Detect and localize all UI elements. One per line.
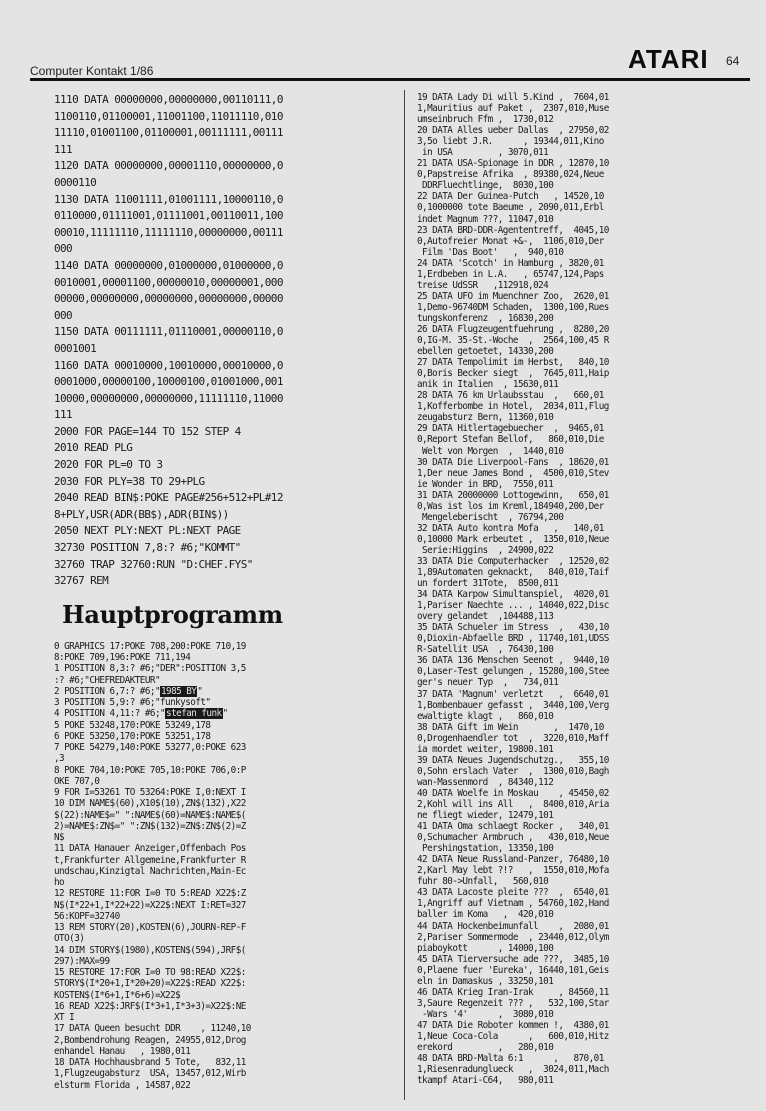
code-line: ia mordet weiter, 19800.101 [417,743,554,755]
code-line: 2,Karl May lebt ?!? , 1550,010,Mofa [417,865,609,877]
code-line: 2010 READ PLG [54,441,133,455]
code-line: 7 POKE 54279,140:POKE 53277,0:POKE 623 [54,742,246,754]
code-line: 0,Was ist los im Kreml,184940,200,Der [417,500,604,512]
magazine-issue: Computer Kontakt 1/86 [30,64,154,78]
code-line: 32767 REM [54,574,109,588]
code-line: 0,Autofreier Monat +&-, 1106,010,Der [417,235,604,247]
code-line: fuhr 80->Unfall, 560,010 [417,876,549,888]
code-line: Pershingstation, 13350,100 [417,843,554,855]
code-line: tkampf Atari-C64, 980,011 [417,1075,554,1087]
code-line: 1110 DATA 00000000,00000000,00110111,0 [54,93,283,106]
code-line: ebellen getoetet, 14330,200 [417,346,554,358]
code-line: 32760 TRAP 32760:RUN "D:CHEF.FYS" [54,557,253,571]
code-line: 0,Schumacher Armbruch , 430,010,Neue [417,832,609,844]
code-line: N$(I*22+1,I*22+22)=X22$:NEXT I:RET=327 [54,899,246,911]
code-line: DDRFluechtlinge, 8030,100 [417,180,554,192]
code-line: 2040 READ BIN$:POKE PAGE#256+512+PL#12 [54,491,283,505]
code-line: 0000110 [54,175,97,189]
code-line: 5 POKE 53248,170:POKE 53249,178 [54,719,211,731]
code-line: 0,Sohn erslach Vater , 1300,010,Bagh [417,765,609,777]
code-line: 45 DATA Tierversuche ade ???, 3485,10 [417,953,609,965]
code-line: 25 DATA UFO im Muenchner Zoo, 2620,01 [417,290,609,302]
code-line: 56:KOPF=32740 [54,910,120,922]
code-line: 1,Der neue James Bond , 4500,010,Stev [417,467,609,479]
code-line: ,3 [54,753,65,765]
section-title: Hauptprogramm [62,599,283,629]
code-line: 38 DATA Gift im Wein , 1470,10 [417,721,604,733]
code-line: 3,5o liebt J.R. , 19344,011,Kino [417,136,604,148]
code-line: 1,Kofferbombe in Hotel, 2034,011,Flug [417,401,609,413]
code-line: 22 DATA Der Guinea-Putch , 14520,10 [417,191,604,203]
code-line: 2)=NAME$:ZN$=" ":ZN$(132)=ZN$:ZN$(2)=Z [54,820,246,832]
code-line: 111 [54,142,73,156]
header-rule [30,78,750,81]
code-line: 15 RESTORE 17:FOR I=0 TO 98:READ X22$: [54,967,246,979]
code-line: 1,Flugzeugabsturz USA, 13457,012,Wirb [54,1068,246,1080]
left-column [54,92,394,1092]
code-line: 1,Neue Coca-Cola , 600,010,Hitz [417,1030,609,1042]
code-line: 3,Saure Regenzeit ??? , 532,100,Star [417,997,609,1009]
code-line: 1,Demo-96740DM Schaden, 1300,100,Rues [417,301,609,313]
page-header [26,38,746,78]
code-line: STORY$(I*20+1,I*20+20)=X22$:READ X22$: [54,978,246,990]
code-line: 3 POSITION 5,9:? #6;"funkysoft" [54,697,211,709]
code-line: 0,Laser-Test gelungen , 15280,100,Stee [417,666,609,678]
code-line: ho [54,877,65,889]
code-line: eln in Damaskus , 33250,101 [417,975,554,987]
code-line: 8+PLY,USR(ADR(BB$),ADR(BIN$)) [54,507,229,521]
code-line: :? #6;"CHEFREDAKTEUR" [54,674,160,686]
code-line: 12 RESTORE 11:FOR I=0 TO 5:READ X22$:Z [54,888,246,900]
code-line: ger's neuer Typ , 734,011 [417,677,559,689]
code-line: 46 DATA Krieg Iran-Irak , 84560,11 [417,986,609,998]
code-line: overy gelandet ,104488,113 [417,611,554,623]
data-listing [417,92,743,1086]
code-line: 32 DATA Auto kontra Mofa , 140,01 [417,522,604,534]
code-line: 0,10000 Mark erbeutet , 1350,010,Neue [417,533,609,545]
code-line: 18 DATA Hochhausbrand 5 Tote, 832,11 [54,1057,246,1069]
code-line: 0110000,01111001,01111001,00110011,100 [54,209,283,223]
code-line: 4 POSITION 4,11:? #6;"stefan funk" [54,708,228,720]
code-line: 00010,11111110,11111110,00000000,00111 [54,225,283,239]
code-line: 17 DATA Queen besucht DDR , 11240,10 [54,1023,251,1035]
code-line: ne fliegt wieder, 12479,101 [417,810,554,822]
code-line: 1100110,01100001,11001100,11011110,010 [54,109,283,123]
code-line: Mengeleberischt , 76794,200 [417,511,564,523]
code-line: 16 READ X22$:JRF$(I*3+1,I*3+3)=X22$:NE [54,1000,246,1012]
code-line: 30 DATA Die Liverpool-Fans , 18620,01 [417,456,609,468]
code-line: OKE 707,0 [54,775,100,787]
code-line: 00000,00000000,00000000,00000000,00000 [54,292,283,306]
code-line: treise UdSSR ,112918,024 [417,279,549,291]
code-line: 21 DATA USA-Spionage in DDR , 12870,10 [417,158,609,170]
code-line: elsturm Florida , 14587,022 [54,1079,191,1091]
code-line: 1160 DATA 00010000,10010000,00010000,0 [54,358,283,372]
code-line: t,Frankfurter Allgemeine,Frankfurter R [54,854,246,866]
code-line: Film 'Das Boot' , 940,010 [417,246,564,258]
code-line: umseinbruch Ffm , 1730,012 [417,114,554,126]
code-line: 1,Angriff auf Vietnam , 54760,102,Hand [417,898,609,910]
code-line: 11 DATA Hanauer Anzeiger,Offenbach Pos [54,843,246,855]
code-line: 0,Report Stefan Bellof, 860,010,Die [417,434,604,446]
code-line: 43 DATA Lacoste pleite ??? , 6540,01 [417,887,609,899]
code-line: OTO(3) [54,933,85,945]
main-program-listing [54,641,394,1091]
code-line: $(22):NAME$=" ":NAME$(60)=NAME$:NAME$( [54,809,246,821]
code-line: 10 DIM NAME$(60),X10$(10),ZN$(132),X22 [54,798,246,810]
code-line: XT I [54,1012,75,1024]
page-number: 64 [726,54,740,68]
code-line: 8 POKE 704,10:POKE 705,10:POKE 706,0:P [54,764,246,776]
code-line: 8:POKE 709,196:POKE 711,194 [54,652,191,664]
code-line: 44 DATA Hockenbeimunfall , 2080,01 [417,920,609,932]
code-line: 9 FOR I=53261 TO 53264:POKE I,0:NEXT I [54,787,246,799]
code-line: 2,Bombendrohung Reagen, 24955,012,Drog [54,1034,246,1046]
code-line: 41 DATA Oma schlaegt Rocker , 340,01 [417,821,609,833]
code-line: 47 DATA Die Roboter kommen !, 4380,01 [417,1019,609,1031]
data-listing-continued [54,92,394,590]
column-divider [404,90,405,1100]
code-line: 0 GRAPHICS 17:POKE 708,200:POKE 710,19 [54,640,246,652]
code-line: 111 [54,408,73,422]
code-line: enhandel Hanau , 1980,011 [54,1045,191,1057]
code-line: 0010001,00001100,00000010,00000001,000 [54,275,283,289]
inverse-text: stefan funk [166,708,222,720]
code-line: 36 DATA 136 Menschen Seenot , 9440,10 [417,655,609,667]
code-line: undschau,Kinzigtal Nachrichten,Main-Ec [54,865,246,877]
code-line: 0,Drogenhaendler tot , 3220,010,Maff [417,732,609,744]
code-line: 2000 FOR PAGE=144 TO 152 STEP 4 [54,424,241,438]
code-line: 0,Plaene fuer 'Eureka', 16440,101,Geis [417,964,609,976]
code-line: ie Wonder in BRD, 7550,011 [417,478,554,490]
code-line: 42 DATA Neue Russland-Panzer, 76480,10 [417,854,609,866]
code-line: 2 POSITION 6,7:? #6;"1985 BY" [54,685,203,697]
code-line: tungskonferenz , 16830,200 [417,312,554,324]
code-line: 11110,01001100,01100001,00111111,00111 [54,126,283,140]
code-line: 1120 DATA 00000000,00001110,00000000,0 [54,159,283,173]
code-line: N$ [54,832,65,844]
code-line: 2,Kohl will ins All , 8400,010,Aria [417,799,609,810]
code-line: 39 DATA Neues Jugendschutzg., 355,10 [417,754,609,766]
code-line: in USA , 3070,011 [417,147,549,159]
code-line: 0,Boris Becker siegt , 7645,011,Haip [417,368,609,380]
code-line: un fordert 31Tote, 8500,011 [417,578,559,590]
code-line: 26 DATA Flugzeugentfuehrung , 8280,20 [417,323,609,335]
code-line: 1,Riesenradunglueck , 3024,011,Mach [417,1064,609,1076]
code-line: erekord , 280,010 [417,1042,554,1054]
right-column [417,92,743,1092]
code-line: 000 [54,308,73,322]
code-line: Welt von Morgen , 1440,010 [417,445,564,457]
code-line: 1,Bombenbauer gefasst , 3440,100,Verg [417,699,609,711]
code-line: 1150 DATA 00111111,01110001,00000110,0 [54,325,283,339]
code-line: 13 REM STORY(20),KOSTEN(6),JOURN-REP-F [54,922,246,934]
code-line: Serie:Higgins , 24900,022 [417,544,554,556]
code-line: 0,1000000 tote Baeume , 2090,011,Erbl [417,202,604,214]
code-line: 2030 FOR PLY=38 TO 29+PLG [54,474,205,488]
section-brand: ATARI [628,44,709,74]
code-line: 2020 FOR PL=0 TO 3 [54,458,163,472]
code-line: 33 DATA Die Computerhacker , 12520,02 [417,555,609,567]
code-line: zeugabsturz Bern, 11360,010 [417,412,554,424]
code-line: 1,89Automaten geknackt, 840,010,Taif [417,567,609,579]
code-line: 1 POSITION 8,3:? #6;"DER":POSITION 3,5 [54,663,246,675]
code-line: 31 DATA 20000000 Lottogewinn, 650,01 [417,489,609,501]
code-line: -Wars '4' , 3080,010 [417,1008,554,1020]
code-line: 29 DATA Hitlertagebuecher , 9465,01 [417,423,604,435]
code-line: 27 DATA Tempolimit im Herbst, 840,10 [417,357,609,369]
code-line: indet Magnum ???, 11047,010 [417,213,554,225]
code-line: piaboykott , 14000,100 [417,942,554,954]
code-line: 32730 POSITION 7,8:? #6;"KOMMT" [54,541,241,555]
code-line: 19 DATA Lady Di will 5.Kind , 7604,01 [417,92,609,103]
inverse-text: 1985 BY [161,685,197,697]
code-line: 14 DIM STORY$(1980),KOSTEN$(594),JRF$( [54,944,246,956]
code-line: 40 DATA Woelfe in Moskau , 45450,02 [417,787,609,799]
code-line: 24 DATA 'Scotch' in Hamburg , 3820,01 [417,257,604,269]
code-line: 6 POKE 53250,170:POKE 53251,178 [54,730,211,742]
code-line: 35 DATA Schueler im Stress , 430,10 [417,622,609,634]
code-line: ewaltigte klagt , 860,010 [417,710,554,722]
code-line: 0,Papstreise Afrika , 89380,024,Neue [417,169,604,181]
code-line: 1140 DATA 00000000,01000000,01000000,0 [54,258,283,272]
code-line: 297):MAX=99 [54,955,110,967]
code-line: wan-Massenmord , 84340,112 [417,776,554,788]
code-line: anik in Italien , 15630,011 [417,379,559,391]
code-line: 0001000,00000100,10000100,01001000,001 [54,375,283,389]
code-line: 1130 DATA 11001111,01001111,10000110,0 [54,192,283,206]
code-line: KOSTEN$(I*6+1,I*6+6)=X22$ [54,989,181,1001]
code-line: 2,Pariser Sommermode , 23440,012,Olym [417,931,609,943]
code-line: 1,Mauritius auf Paket , 2307,010,Muse [417,103,609,115]
code-line: 10000,00000000,00000000,11111110,11000 [54,391,283,405]
code-line: 1,Pariser Naechte ... , 14040,022,Disc [417,600,609,612]
code-line: 23 DATA BRD-DDR-Agententreff, 4045,10 [417,224,609,236]
code-line: 0001001 [54,341,97,355]
code-line: R-Satellit USA , 76430,100 [417,644,554,656]
code-line: 48 DATA BRD-Malta 6:1 , 870,01 [417,1053,604,1065]
code-line: 1,Erdbeben in L.A. , 65747,124,Paps [417,268,604,280]
code-line: 37 DATA 'Magnum' verletzt , 6640,01 [417,688,609,700]
code-line: 20 DATA Alles ueber Dallas , 27950,02 [417,125,609,137]
code-line: 2050 NEXT PLY:NEXT PL:NEXT PAGE [54,524,241,538]
code-line: 28 DATA 76 km Urlaubsstau , 660,01 [417,390,604,402]
code-line: 0,IG-M. 35-St.-Woche , 2564,100,45 R [417,335,609,347]
code-line: 34 DATA Karpow Simultanspiel, 4020,01 [417,589,609,601]
code-line: 000 [54,242,73,256]
code-line: baller im Koma , 420,010 [417,909,554,921]
code-line: 0,Dioxin-Abfaelle BRD , 11740,101,UDSS [417,633,609,645]
